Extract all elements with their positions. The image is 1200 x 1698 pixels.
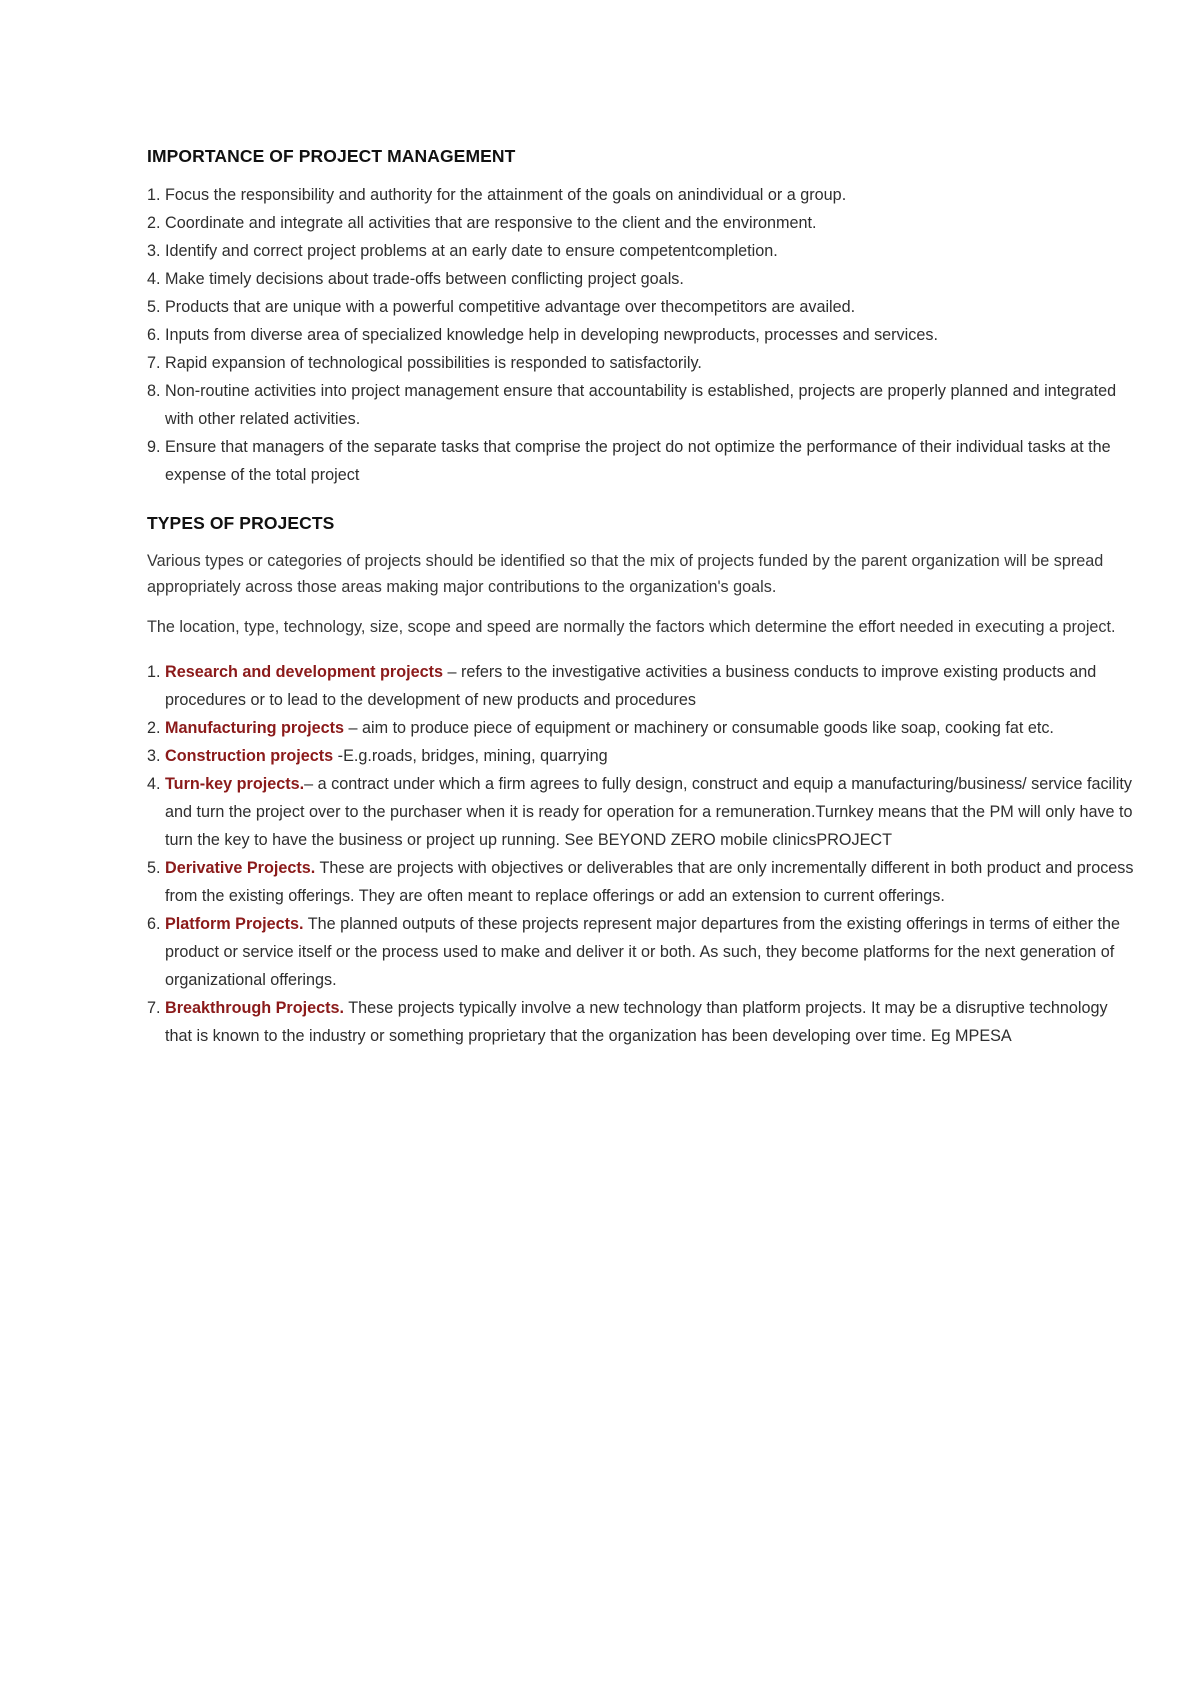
project-type-term: Breakthrough Projects.	[165, 999, 345, 1017]
project-type-term: Derivative Projects.	[165, 859, 316, 877]
document-page	[147, 146, 1137, 1050]
list-item	[147, 265, 1137, 293]
list-item	[147, 293, 1137, 321]
types-intro-paragraph: Various types or categories of projects should be identified so that the mix of projects funded by the parent organization will be spread appropriately across those areas making major contributions to the organization's goals.	[147, 552, 1104, 596]
project-type-description: -E.g.roads, bridges, mining, quarrying	[333, 747, 608, 765]
list-number: 4.	[147, 270, 161, 288]
project-type-description: These projects typically involve a new technology than platform projects. It may be a disruptive technology that is known to the industry or something proprietary that the organization has been developing over time. Eg MPESA	[165, 999, 1108, 1045]
types-factors-paragraph: The location, type, technology, size, scope and speed are normally the factors which determine the effort needed in executing a project.	[147, 618, 1116, 636]
list-item-text: Ensure that managers of the separate tasks that comprise the project do not optimize the performance of their individual tasks at the expense of the total project	[165, 438, 1111, 484]
types-list	[147, 658, 1137, 1050]
list-item	[147, 714, 1137, 742]
list-number: 5.	[147, 298, 161, 316]
list-item-text: Products that are unique with a powerful competitive advantage over thecompetitors are availed.	[165, 298, 856, 316]
list-number: 5.	[147, 859, 161, 877]
project-type-description: These are projects with objectives or deliverables that are only incrementally different in both product and process from the existing offerings. They are often meant to replace offerings or add an extension to current offerings.	[165, 859, 1134, 905]
list-number: 1.	[147, 186, 161, 204]
list-item	[147, 237, 1137, 265]
project-type-term: Research and development projects	[165, 663, 443, 681]
list-number: 8.	[147, 382, 161, 400]
project-type-description: The planned outputs of these projects represent major departures from the existing offerings in terms of either the product or service itself or the process used to make and deliver it or both. As such, they become platforms for the next generation of organizational offerings.	[165, 915, 1120, 989]
list-number: 2.	[147, 214, 161, 232]
project-type-description: – aim to produce piece of equipment or machinery or consumable goods like soap, cooking fat etc.	[343, 719, 1054, 737]
list-item-text: Non-routine activities into project management ensure that accountability is established, projects are properly planned and integrated with other related activities.	[165, 382, 1117, 428]
list-item	[147, 349, 1137, 377]
project-type-term: Construction projects	[165, 747, 334, 765]
list-number: 7.	[147, 354, 161, 372]
project-type-term: Platform Projects.	[165, 915, 304, 933]
list-item-text: Identify and correct project problems at an early date to ensure competentcompletion.	[165, 242, 778, 260]
list-item	[147, 181, 1137, 209]
list-number: 6.	[147, 915, 161, 933]
project-type-term: Turn-key projects.	[165, 775, 305, 793]
types-heading: TYPES OF PROJECTS	[147, 513, 335, 533]
list-item-text: Rapid expansion of technological possibilities is responded to satisfactorily.	[165, 354, 702, 372]
list-number: 7.	[147, 999, 161, 1017]
importance-list	[147, 181, 1137, 489]
list-item	[147, 994, 1137, 1050]
list-number: 2.	[147, 719, 161, 737]
list-item-text: Focus the responsibility and authority for the attainment of the goals on anindividual or a group.	[165, 186, 847, 204]
list-number: 9.	[147, 438, 161, 456]
list-item	[147, 658, 1137, 714]
list-number: 4.	[147, 775, 161, 793]
importance-heading: IMPORTANCE OF PROJECT MANAGEMENT	[147, 146, 516, 166]
project-type-term: Manufacturing projects	[165, 719, 344, 737]
list-number: 3.	[147, 747, 161, 765]
list-item	[147, 742, 1137, 770]
list-item	[147, 433, 1137, 489]
list-item	[147, 209, 1137, 237]
list-item	[147, 910, 1137, 994]
project-type-description: – a contract under which a firm agrees to fully design, construct and equip a manufacturing/business/ service facility and turn the project over to the purchaser when it is ready for operation for a remuneration.Turnkey means that the PM will only have to turn the key to have the business or project up running. See BEYOND ZERO mobile clinicsPROJECT	[165, 775, 1133, 849]
list-item-text: Coordinate and integrate all activities that are responsive to the client and the environment.	[165, 214, 817, 232]
list-item-text: Inputs from diverse area of specialized knowledge help in developing newproducts, processes and services.	[165, 326, 938, 344]
list-item-text: Make timely decisions about trade-offs between conflicting project goals.	[165, 270, 684, 288]
list-item	[147, 770, 1137, 854]
list-item	[147, 321, 1137, 349]
list-item	[147, 377, 1137, 433]
list-item	[147, 854, 1137, 910]
project-type-description: – refers to the investigative activities a business conducts to improve existing products and procedures or to lead to the development of new products and procedures	[165, 663, 1097, 709]
list-number: 1.	[147, 663, 161, 681]
list-number: 3.	[147, 242, 161, 260]
list-number: 6.	[147, 326, 161, 344]
